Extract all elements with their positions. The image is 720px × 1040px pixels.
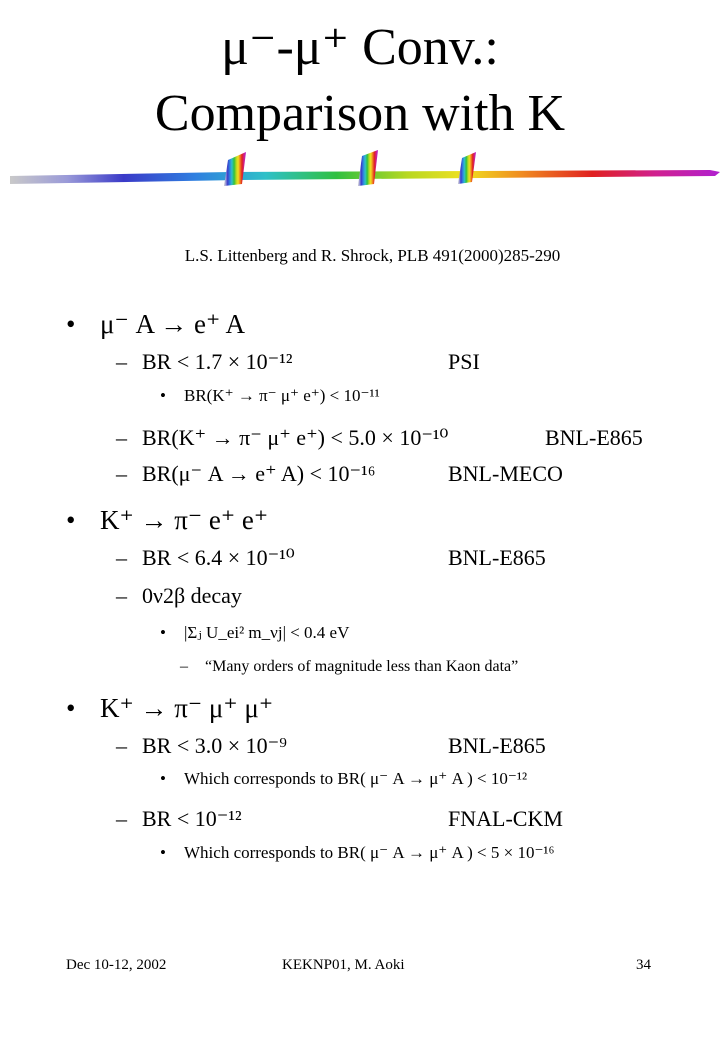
bullet-marker: • [160,386,166,405]
slide-title-line-1: μ⁻-μ⁺ Conv.: [221,19,499,76]
bullet-marker: • [160,843,166,862]
footer-page-number: 34 [636,957,651,973]
dash-marker: – [180,658,188,675]
reference-citation: L.S. Littenberg and R. Shrock, PLB 491(2000)285-290 [184,246,561,265]
item-ckm-limit [142,806,242,832]
dash-marker: – [116,461,127,486]
item-kaon-pi-e-e [100,504,268,536]
dash-marker: – [116,806,127,831]
item-text: 0ν2β decay [142,583,242,608]
item-text: “Many orders of magnitude less than Kaon data” [205,658,519,675]
item-kaon-bound-1 [184,385,380,407]
bullet-marker: • [66,505,76,535]
item-mu-to-e-conversion [100,308,245,340]
bullet-marker: • [160,623,166,642]
bullet-marker: • [66,309,76,339]
item-kaon-pi-mu-mu [100,692,273,724]
bullet-marker: • [160,769,166,788]
experiment-label: BNL-E865 [545,425,643,450]
experiment-label: BNL-E865 [448,733,546,758]
item-e865-kaon-limit [142,425,448,451]
experiment-label: BNL-E865 [448,545,546,570]
item-e865-ee-limit [142,545,295,571]
item-quote [205,657,518,677]
item-text: K⁺ → π⁻ μ⁺ μ⁺ [100,693,274,723]
item-e865-mumu-limit [142,733,287,759]
item-text: BR < 10⁻¹² [142,806,242,831]
footer-date: Dec 10-12, 2002 [66,957,167,973]
item-psi-limit [142,349,292,375]
item-meco-limit [142,461,375,487]
item-text: BR < 6.4 × 10⁻¹⁰ [142,545,295,570]
item-double-beta-decay [142,583,242,609]
rainbow-underline-decoration [10,150,720,186]
item-text: BR < 3.0 × 10⁻⁹ [142,733,287,758]
item-neutrino-mass-bound [184,622,349,644]
experiment-label: FNAL-CKM [448,806,563,831]
item-text: μ⁻ A → e⁺ A [100,309,245,339]
dash-marker: – [116,545,127,570]
item-text: Which corresponds to BR( μ⁻ A → μ⁺ A ) < 5 × 10⁻¹⁶ [184,843,555,862]
experiment-label: PSI [448,349,480,374]
slide-title-line-2: Comparison with K [154,85,566,142]
item-correspondence-2 [184,842,554,864]
dash-marker: – [116,349,127,374]
item-text: BR < 1.7 × 10⁻¹² [142,349,293,374]
footer-author: KEKNP01, M. Aoki [282,957,405,973]
item-text: |Σⱼ U_ei² m_νj| < 0.4 eV [184,623,350,642]
item-text: K⁺ → π⁻ e⁺ e⁺ [100,505,269,535]
item-text: BR(K⁺ → π⁻ μ⁺ e⁺) < 5.0 × 10⁻¹⁰ [142,425,449,450]
item-text: BR(μ⁻ A → e⁺ A) < 10⁻¹⁶ [142,461,376,486]
item-text: Which corresponds to BR( μ⁻ A → μ⁺ A ) < 10⁻¹² [184,769,528,788]
item-text: BR(K⁺ → π⁻ μ⁺ e⁺) < 10⁻¹¹ [184,386,380,405]
item-correspondence-1 [184,768,527,790]
dash-marker: – [116,733,127,758]
experiment-label: BNL-MECO [448,461,563,486]
bullet-marker: • [66,693,76,723]
dash-marker: – [116,583,127,608]
dash-marker: – [116,425,127,450]
